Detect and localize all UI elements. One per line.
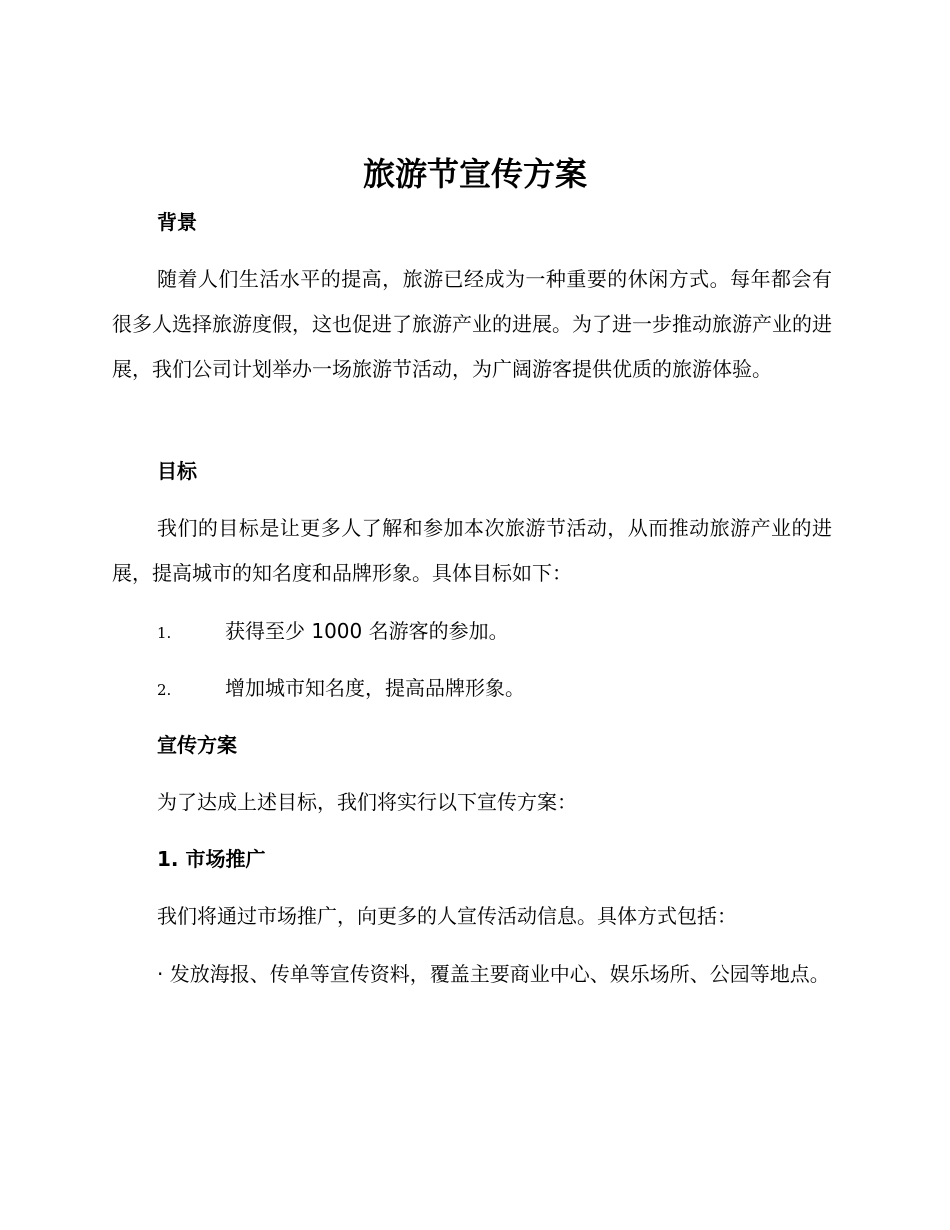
- list-text: 增加城市知名度，提高品牌形象。: [225, 676, 525, 700]
- goal-paragraph-block: [112, 506, 832, 596]
- list-number: 2.: [157, 681, 172, 699]
- document-title: 旅游节宣传方案: [362, 155, 587, 193]
- heading-goal: 目标: [157, 459, 197, 483]
- goal-list-item: [157, 616, 509, 648]
- heading-background: 背景: [157, 210, 197, 234]
- goal-paragraph: 我们的目标是让更多人了解和参加本次旅游节活动，从而推动旅游产业的进展，提高城市的知名度和品牌形象。具体目标如下：: [112, 516, 832, 585]
- heading-plan: 宣传方案: [157, 733, 237, 757]
- market-promotion-intro: 我们将通过市场推广，向更多的人宣传活动信息。具体方式包括：: [157, 904, 737, 928]
- bullet-paragraph-block: [112, 952, 832, 997]
- bullet-paragraph: · 发放海报、传单等宣传资料，覆盖主要商业中心、娱乐场所、公园等地点。: [157, 962, 830, 986]
- background-paragraph-block: [112, 257, 832, 392]
- goal-list-item: [157, 673, 525, 705]
- plan-intro: 为了达成上述目标，我们将实行以下宣传方案：: [157, 790, 577, 814]
- heading-market-promotion: 1. 市场推广: [157, 847, 266, 871]
- background-paragraph: 随着人们生活水平的提高，旅游已经成为一种重要的休闲方式。每年都会有很多人选择旅游度假，这也促进了旅游产业的进展。为了进一步推动旅游产业的进展，我们公司计划举办一场旅游节活动，为广阔游客提供优质的旅游体验。: [112, 267, 832, 381]
- list-number: 1.: [157, 624, 172, 642]
- list-text: 获得至少 1000 名游客的参加。: [225, 619, 509, 643]
